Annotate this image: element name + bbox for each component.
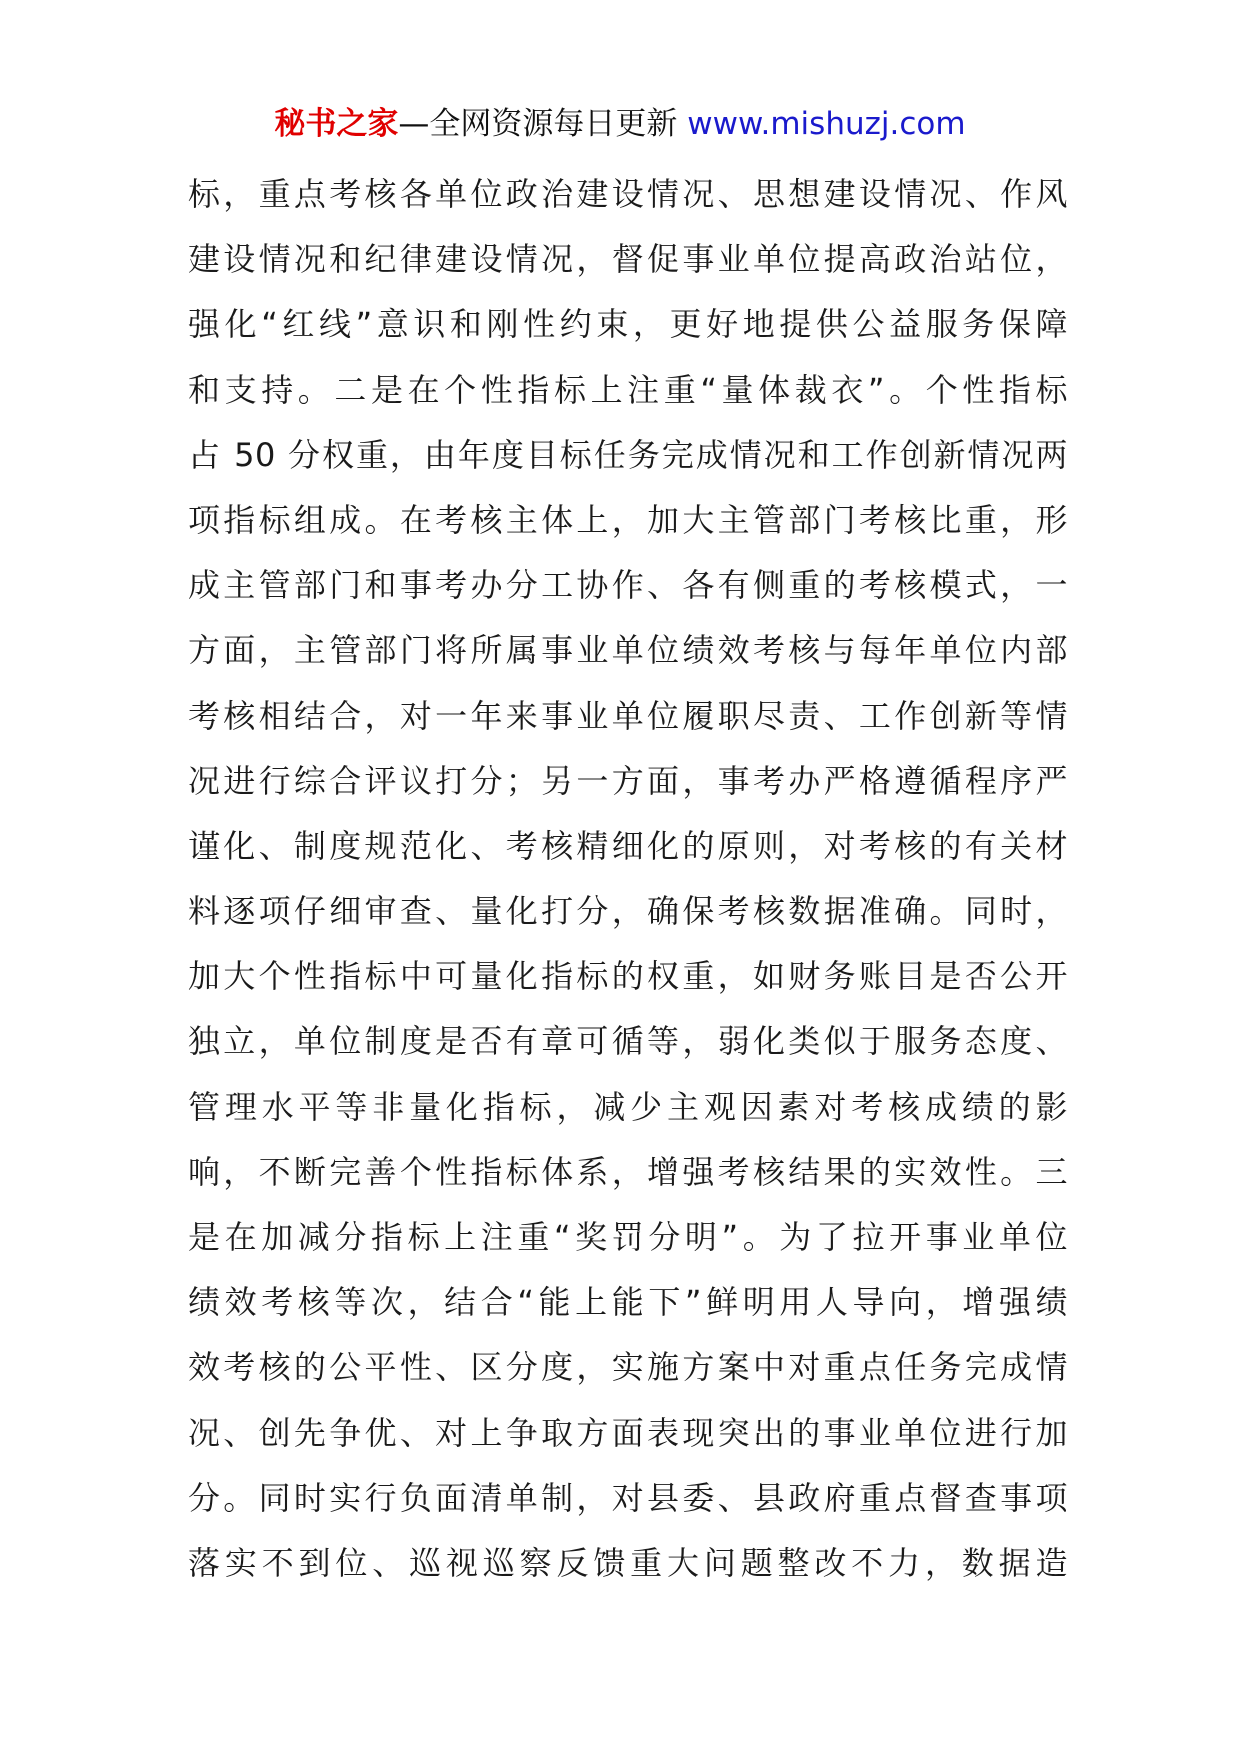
text-line: 考核相结合，对一年来事业单位履职尽责、工作创新等情	[188, 696, 1068, 735]
text-line: 响，不断完善个性指标体系，增强考核结果的实效性。三	[188, 1152, 1068, 1191]
text-line: 强化“红线”意识和刚性约束，更好地提供公益服务保障	[188, 305, 1068, 344]
text-line: 分。同时实行负面清单制，对县委、县政府重点督查事项	[188, 1478, 1068, 1517]
text-line: 况进行综合评议打分；另一方面，事考办严格遵循程序严	[188, 761, 1068, 800]
text-line: 是在加减分指标上注重“奖罚分明”。为了拉开事业单位	[188, 1218, 1068, 1256]
text-line: 落实不到位、巡视巡察反馈重大问题整改不力，数据造	[188, 1543, 1068, 1582]
text-line: 成主管部门和事考办分工协作、各有侧重的考核模式，一	[188, 566, 1068, 605]
text-line: 加大个性指标中可量化指标的权重，如财务账目是否公开	[188, 957, 1068, 996]
text-line: 和支持。二是在个性指标上注重“量体裁衣”。个性指标	[188, 370, 1068, 409]
text-line: 绩效考核等次，结合“能上能下”鲜明用人导向，增强绩	[188, 1283, 1068, 1322]
brand-name: 秘书之家	[274, 106, 399, 142]
document-body	[188, 162, 1068, 1596]
text-line: 谨化、制度规范化、考核精细化的原则，对考核的有关材	[188, 826, 1068, 865]
text-line: 建设情况和纪律建设情况，督促事业单位提高政治站位，	[188, 240, 1068, 279]
text-line: 项指标组成。在考核主体上，加大主管部门考核比重，形	[188, 500, 1068, 539]
text-line: 占 50 分权重，由年度目标任务完成情况和工作创新情况两	[188, 435, 1068, 474]
site-header	[0, 100, 1240, 148]
text-line: 方面，主管部门将所属事业单位绩效考核与每年单位内部	[188, 631, 1068, 670]
text-line: 效考核的公平性、区分度，实施方案中对重点任务完成情	[188, 1348, 1068, 1387]
text-line: 管理水平等非量化指标，减少主观因素对考核成绩的影	[188, 1087, 1068, 1126]
text-line: 况、创先争优、对上争取方面表现突出的事业单位进行加	[188, 1413, 1068, 1452]
site-url-link[interactable]: www.mishuzj.com	[687, 106, 966, 142]
text-line: 独立，单位制度是否有章可循等，弱化类似于服务态度、	[188, 1022, 1068, 1061]
text-line: 标，重点考核各单位政治建设情况、思想建设情况、作风	[188, 175, 1068, 213]
header-tagline: —全网资源每日更新	[398, 106, 678, 142]
text-line: 料逐项仔细审查、量化打分，确保考核数据准确。同时，	[188, 892, 1068, 931]
